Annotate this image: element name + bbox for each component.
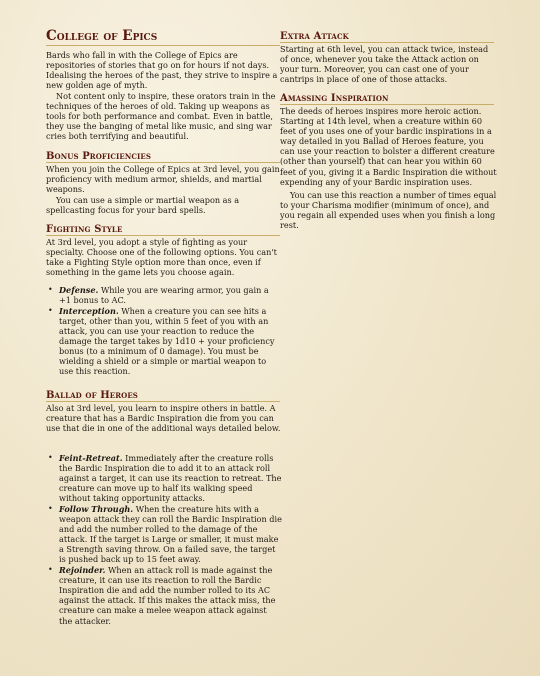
option-name: Feint-Retreat. <box>59 453 123 463</box>
ballad-of-heroes-list <box>46 453 282 626</box>
list-item <box>46 285 282 305</box>
bullet-icon: • <box>48 285 53 294</box>
option-name: Rejoinder. <box>59 565 106 576</box>
option-text: Immediately after the creature rolls the Bardic Inspiration die to add it to an attack roll against a target, it can use its reaction to retreat. The creature can move up to half its walking speed without taking opportunity attacks. <box>59 453 282 504</box>
amassing-inspiration-paragraph-2: You can use this reaction a number of times equal to your Charisma modifier (minimum of once), and you regain all expended uses when you finish a long rest. <box>280 190 497 231</box>
bonus-proficiencies-heading: Bonus Proficiencies <box>46 151 280 163</box>
option-text: When the creature hits with a weapon attack they can roll the Bardic Inspiration die and add the number rolled to the damage of the attack. If the target is Large or smaller, it must make a Strength saving throw. On a failed save, the target is pushed back up to 15 feet away. <box>59 503 282 565</box>
fighting-style-paragraph: At 3rd level, you adopt a style of fighting as your specialty. Choose one of the following options. You can't take a Fighting Style option more than once, even if something in the game lets you choose again. <box>46 237 277 278</box>
intro-paragraph-2: Not content only to inspire, these orators train in the techniques of the heroes of old. Taking up weapons as tools for both performance and combat. Even in battle, they use the banging of metal like music, and sing war cries both terrifying and beautiful. <box>46 91 276 142</box>
bullet-icon: • <box>48 305 53 315</box>
option-text: While you are wearing armor, you gain a +1 bonus to AC. <box>59 285 269 306</box>
list-item <box>46 306 282 377</box>
list-item <box>46 504 282 565</box>
extra-attack-paragraph: Starting at 6th level, you can attack twice, instead of once, whenever you take the Attack action on your turn. Moreover, you can cast one of your cantrips in place of one of those attacks. <box>280 44 489 85</box>
fighting-style-heading: Fighting Style <box>46 224 280 236</box>
option-name: Defense. <box>59 285 99 295</box>
bullet-icon: • <box>48 565 53 575</box>
bullet-icon: • <box>48 453 53 462</box>
page-title: College of Epics <box>46 28 280 46</box>
list-item <box>46 453 282 503</box>
amassing-inspiration-paragraph: The deeds of heroes inspires more heroic action. Starting at 14th level, when a creature within 60 feet of you uses one of your bardic inspirations in a way detailed in you Ballad of Heroes feature, you can use your reaction to bolster a different creature (other than yourself) that can hear you within 60 feet of you, giving it a Bardic Inspiration die without expending any of your Bardic inspiration uses. <box>280 106 497 187</box>
option-name: Follow Through. <box>59 503 134 514</box>
option-text: When a creature you can see hits a target, other than you, within 5 feet of you with an attack, you can use your reaction to reduce the damage the target takes by 1d10 + your proficiency bonus (to a minimum of 0 damage). You must be wielding a shield or a simple or martial weapon to use this reaction. <box>59 305 275 377</box>
extra-attack-heading: Extra Attack <box>280 31 494 43</box>
bonus-proficiencies-paragraph-2: You can use a simple or martial weapon as a spellcasting focus for your bard spells. <box>46 195 240 216</box>
list-item <box>46 565 282 626</box>
intro-paragraph: Bards who fall in with the College of Epics are repositories of stories that go on for hours if not days. Idealising the heroes of the past, they strive to inspire a new golden age of myth. <box>46 50 278 91</box>
option-text: When an attack roll is made against the creature, it can use its reaction to roll the Bardic Inspiration die and add the number rolled to its AC against the attack. If this makes the attack miss, the creature can make a melee weapon attack against the attacker. <box>59 565 276 626</box>
bonus-proficiencies-paragraph: When you join the College of Epics at 3rd level, you gain proficiency with medium armor, shields, and martial weapons. <box>46 164 280 195</box>
option-name: Interception. <box>59 305 119 316</box>
amassing-inspiration-heading: Amassing Inspiration <box>280 93 494 105</box>
ballad-of-heroes-paragraph: Also at 3rd level, you learn to inspire others in battle. A creature that has a Bardic Inspiration die from you can use that die in one of the additional ways detailed below. <box>46 403 281 434</box>
bullet-icon: • <box>48 503 53 513</box>
ballad-of-heroes-heading: Ballad of Heroes <box>46 390 280 402</box>
fighting-style-list <box>46 285 282 377</box>
